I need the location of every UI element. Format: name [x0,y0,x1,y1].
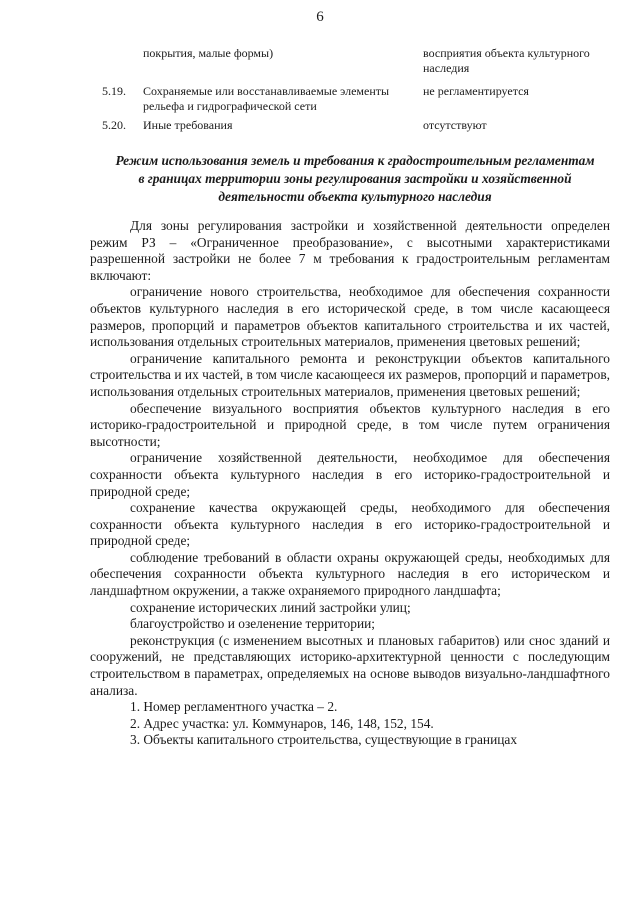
row-number: 5.19. [102,84,126,98]
numbered-item: 2. Адрес участка: ул. Коммунаров, 146, 148, 152, 154. [130,715,434,731]
document-body [90,218,610,749]
row-requirement: не регламентируется [423,84,529,98]
requirement-paragraph: ограничение капитального ремонта и реконструкции объектов капитального строительства и их частей, в том числе касающееся их размеров, пропорций и параметров, использования отдельных строительных материалов, применения цветовых решений; [90,350,610,399]
row-number: 5.20. [102,118,126,132]
requirement-paragraph: обеспечение визуального восприятия объектов культурного наследия в его историко-градостроительной и природной среде, в том числе путем ограничения высотности; [90,400,610,449]
requirement-paragraph: благоустройство и озеленение территории; [130,616,375,632]
numbered-list [90,699,610,749]
intro-paragraph: Для зоны регулирования застройки и хозяйственной деятельности определен режим РЗ – «Ограниченное преобразование», с высотными характеристиками разрешенной застройки не более 7 м требования к градостроительным регламентам включают: [90,218,610,283]
requirement-paragraph: реконструкция (с изменением высотных и плановых габаритов) или снос зданий и сооружений, не представляющих историко-архитектурной ценности с последующим строительством в параметрах, определяемых на основе выводов визуально-ландшафтного анализа. [90,632,610,698]
numbered-item: 3. Объекты капитального строительства, существующие в границах [130,732,518,748]
requirement-paragraph: ограничение нового строительства, необходимое для обеспечения сохранности объектов культурного наследия в его исторической среде, в том числе касающееся размеров, пропорций и параметров объектов капитального строительства и их частей, использования отдельных строительных материалов, применения цветовых решений; [90,284,610,350]
row-requirement: восприятия объекта культурного наследия [423,46,590,75]
requirement-paragraph: сохранение исторических линий застройки улиц; [130,599,411,615]
row-description: Иные требования [143,118,233,132]
page-number: 6 [316,9,324,25]
section-heading: Режим использования земель и требования к градостроительным регламентам в границах территории зоны регулирования застройки и хозяйственной деятельности объекта культурного наследия [115,153,595,204]
requirement-paragraph: сохранение качества окружающей среды, необходимого для обеспечения сохранности объекта культурного наследия в его историко-градостроительной и природной среде; [90,500,610,549]
row-description: Сохраняемые или восстанавливаемые элементы рельефа и гидрографической сети [143,84,390,113]
row-description: покрытия, малые формы) [143,46,274,60]
numbered-item: 1. Номер регламентного участка – 2. [130,699,338,715]
row-requirement: отсутствуют [423,118,487,132]
requirement-paragraph: ограничение хозяйственной деятельности, необходимое для обеспечения сохранности объекта культурного наследия в его историко-градостроительной и природной среде; [90,450,610,499]
requirement-paragraph: соблюдение требований в области охраны окружающей среды, необходимых для обеспечения сохранности объекта культурного наследия в его историческом и ландшафтном окружении, а также охраняемого природного ландшафта; [90,549,610,599]
